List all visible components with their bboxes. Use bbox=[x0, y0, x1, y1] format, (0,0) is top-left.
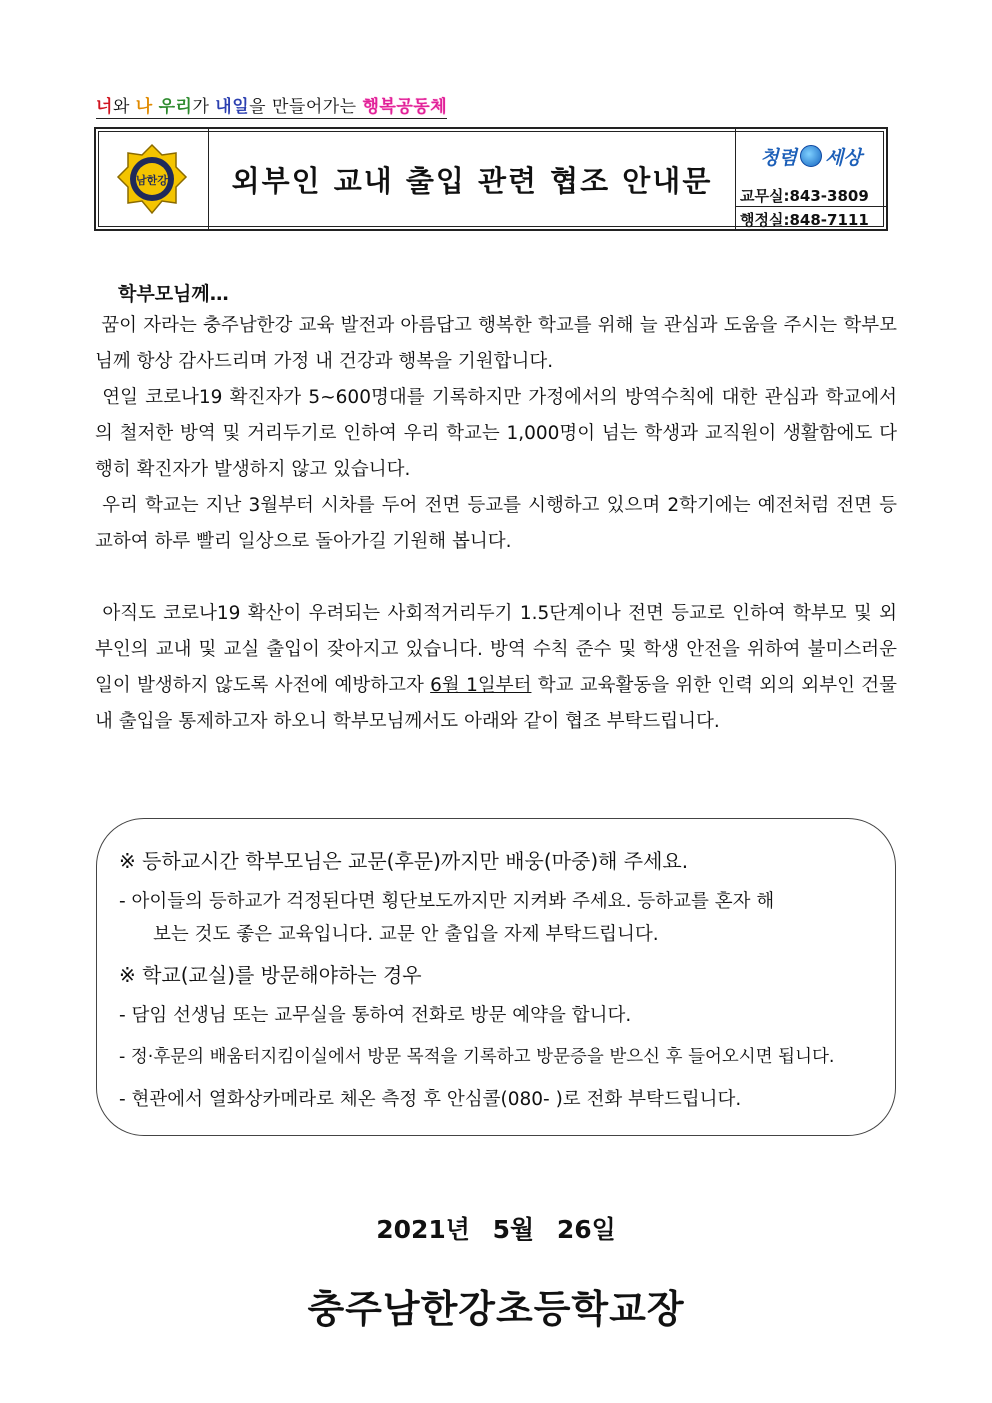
motto-word: 우리 bbox=[158, 97, 193, 117]
motto-word: 와 bbox=[112, 97, 136, 117]
notice-item: - 정·후문의 배움터지킴이실에서 방문 목적을 기록하고 방문증을 받으신 후 들어오시면 됩니다. bbox=[119, 1047, 835, 1067]
notice-item: - 아이들의 등하교가 걱정된다면 횡단보도까지만 지켜봐 주세요. 등하교를 혼자 해 bbox=[119, 891, 775, 912]
document-title: 외부인 교내 출입 관련 협조 안내문 bbox=[231, 163, 713, 198]
notice-heading: ※ 학교(교실)를 방문해야하는 경우 bbox=[119, 963, 422, 987]
phone-admin: 행정실:848-7111 bbox=[736, 206, 886, 229]
effective-date: 6월 1일부터 bbox=[430, 675, 532, 696]
phone-office: 교무실:843-3809 bbox=[740, 187, 869, 205]
motto-word: 가 bbox=[192, 97, 216, 117]
notice-heading: ※ 등하교시간 학부모님은 교문(후문)까지만 배웅(마중)해 주세요. bbox=[119, 849, 689, 873]
paragraph: 연일 코로나19 확진자가 5~600명대를 기록하지만 가정에서의 방역수칙에 대한 관심과 학교에서의 철저한 방역 및 거리두기로 인하여 우리 학교는 1,000명이 넘는 학생과 교직원이 생활함에도 다행히 확진자가 발생하지 않고 있습니다. bbox=[95, 387, 897, 480]
salutation: 학부모님께… bbox=[118, 283, 229, 305]
principal-signature: 충주남한강초등학교장 bbox=[307, 1287, 685, 1331]
notice-box bbox=[96, 818, 896, 1136]
header-contact-panel bbox=[735, 129, 886, 229]
paragraph: 꿈이 자라는 충주남한강 교육 발전과 아름답고 행복한 학교를 위해 늘 관심과 도움을 주시는 학부모님께 항상 감사드리며 가정 내 건강과 행복을 기원합니다. bbox=[95, 315, 897, 372]
slogan-text: 청렴 bbox=[760, 146, 797, 169]
logo-text: 남한강 bbox=[136, 174, 168, 187]
motto-word: 을 만들어가는 bbox=[249, 97, 363, 117]
letter-body bbox=[95, 308, 897, 740]
paragraph: 우리 학교는 지난 3월부터 시차를 두어 전면 등교를 시행하고 있으며 2학기에는 예전처럼 전면 등교하여 하루 빨리 일상으로 돌아가길 기원해 봅니다. bbox=[95, 495, 897, 552]
slogan-text-end: 세상 bbox=[825, 146, 862, 169]
school-motto bbox=[96, 92, 447, 119]
school-logo bbox=[96, 129, 209, 229]
notice-item: - 담임 선생님 또는 교무실을 통하여 전화로 방문 예약을 합니다. bbox=[119, 1005, 632, 1026]
document-date: 2021년 5월 26일 bbox=[376, 1215, 616, 1244]
notice-item: - 현관에서 열화상카메라로 체온 측정 후 안심콜(080- )로 전화 부탁드립니다. bbox=[119, 1089, 742, 1110]
integrity-slogan bbox=[736, 129, 886, 183]
motto-word: 너 bbox=[96, 97, 113, 117]
document-header bbox=[94, 127, 888, 231]
paragraph: 아직도 코로나19 확산이 우려되는 사회적거리두기 1.5단계이나 전면 등교로 인하여 학부모 및 외부인의 교내 및 교실 출입이 잦아지고 있습니다. 방역 수칙 준수 및 학생 안전을 위하여 불미스러운 일이 발생하지 않도록 사전에 예방하고자 6월 1일부터 학교 교육활동을 위한 인력 외의 외부인 건물 내 출입을 통제하고자 하오니 학부모님께서도 아래와 같이 협조 부탁드립니다. bbox=[95, 603, 897, 732]
globe-icon bbox=[800, 145, 822, 167]
notice-item-continued: 보는 것도 좋은 교육입니다. 교문 안 출입을 자제 부탁드립니다. bbox=[153, 924, 659, 945]
motto-word: 나 bbox=[135, 97, 153, 117]
motto-word: 내일 bbox=[215, 97, 250, 117]
school-emblem-icon bbox=[115, 142, 189, 216]
motto-word: 행복공동체 bbox=[362, 97, 448, 117]
